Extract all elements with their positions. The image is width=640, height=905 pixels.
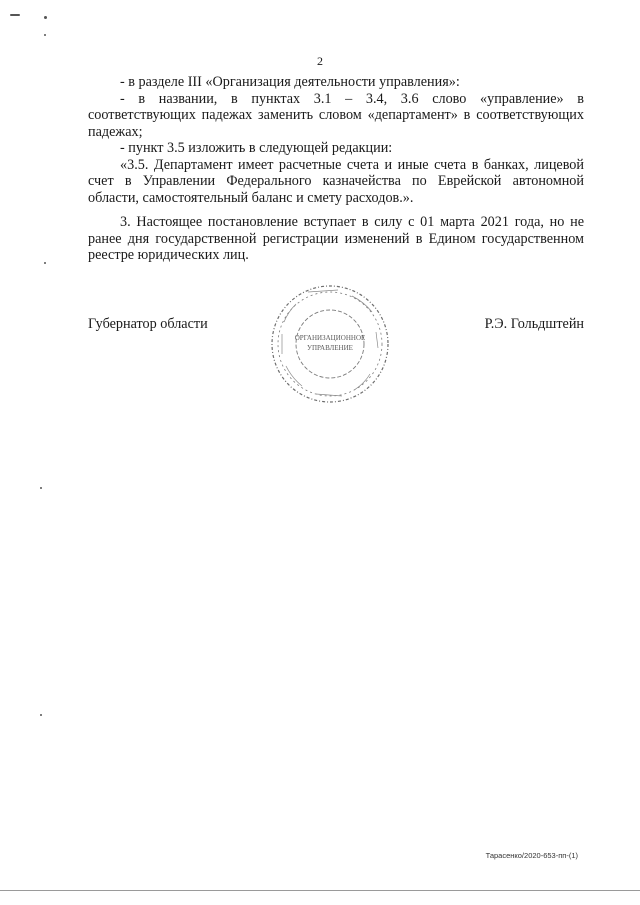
page-bottom-edge	[0, 890, 640, 891]
paragraph-effective-date: 3. Настоящее постановление вступает в силу с 01 марта 2021 года, но не ранее дня государственной регистрации изменений в Едином государственном реестре юридических лиц.	[88, 214, 584, 263]
footer-reference: Тарасенко/2020-653-пп-(1)	[485, 851, 578, 860]
paragraph-rename-words: - в названии, в пунктах 3.1 – 3.4, 3.6 слово «управление» в соответствующих падежах заменить словом «департамент» в соответствующих падежах;	[88, 90, 584, 140]
paragraph-point-3-5: - пункт 3.5 изложить в следующей редакции:	[120, 140, 393, 156]
amendment-text	[88, 74, 584, 206]
paragraph-quoted-3-5: «3.5. Департамент имеет расчетные счета и иные счета в банках, лицевой счет в Управлении Федерального казначейства по Еврейской автономной области, самостоятельный баланс и смету расходов.».	[88, 156, 584, 206]
paragraph-section-iii: - в разделе III «Организация деятельности управления»:	[120, 74, 460, 90]
scan-speck	[40, 487, 42, 489]
effective-date-text	[88, 214, 584, 264]
scan-speck	[44, 262, 46, 264]
scan-speck	[44, 16, 47, 19]
stamp-text-line1: ОРГАНИЗАЦИОННОЕ	[294, 334, 366, 342]
signatory-name: Р.Э. Гольдштейн	[484, 316, 584, 332]
scan-speck	[40, 714, 42, 716]
signature-title: Губернатор области	[88, 316, 208, 332]
official-stamp	[268, 282, 392, 406]
page-number: 2	[317, 54, 323, 68]
stamp-text-line2: УПРАВЛЕНИЕ	[307, 344, 353, 352]
scan-speck	[44, 34, 46, 36]
scan-speck	[10, 14, 20, 16]
